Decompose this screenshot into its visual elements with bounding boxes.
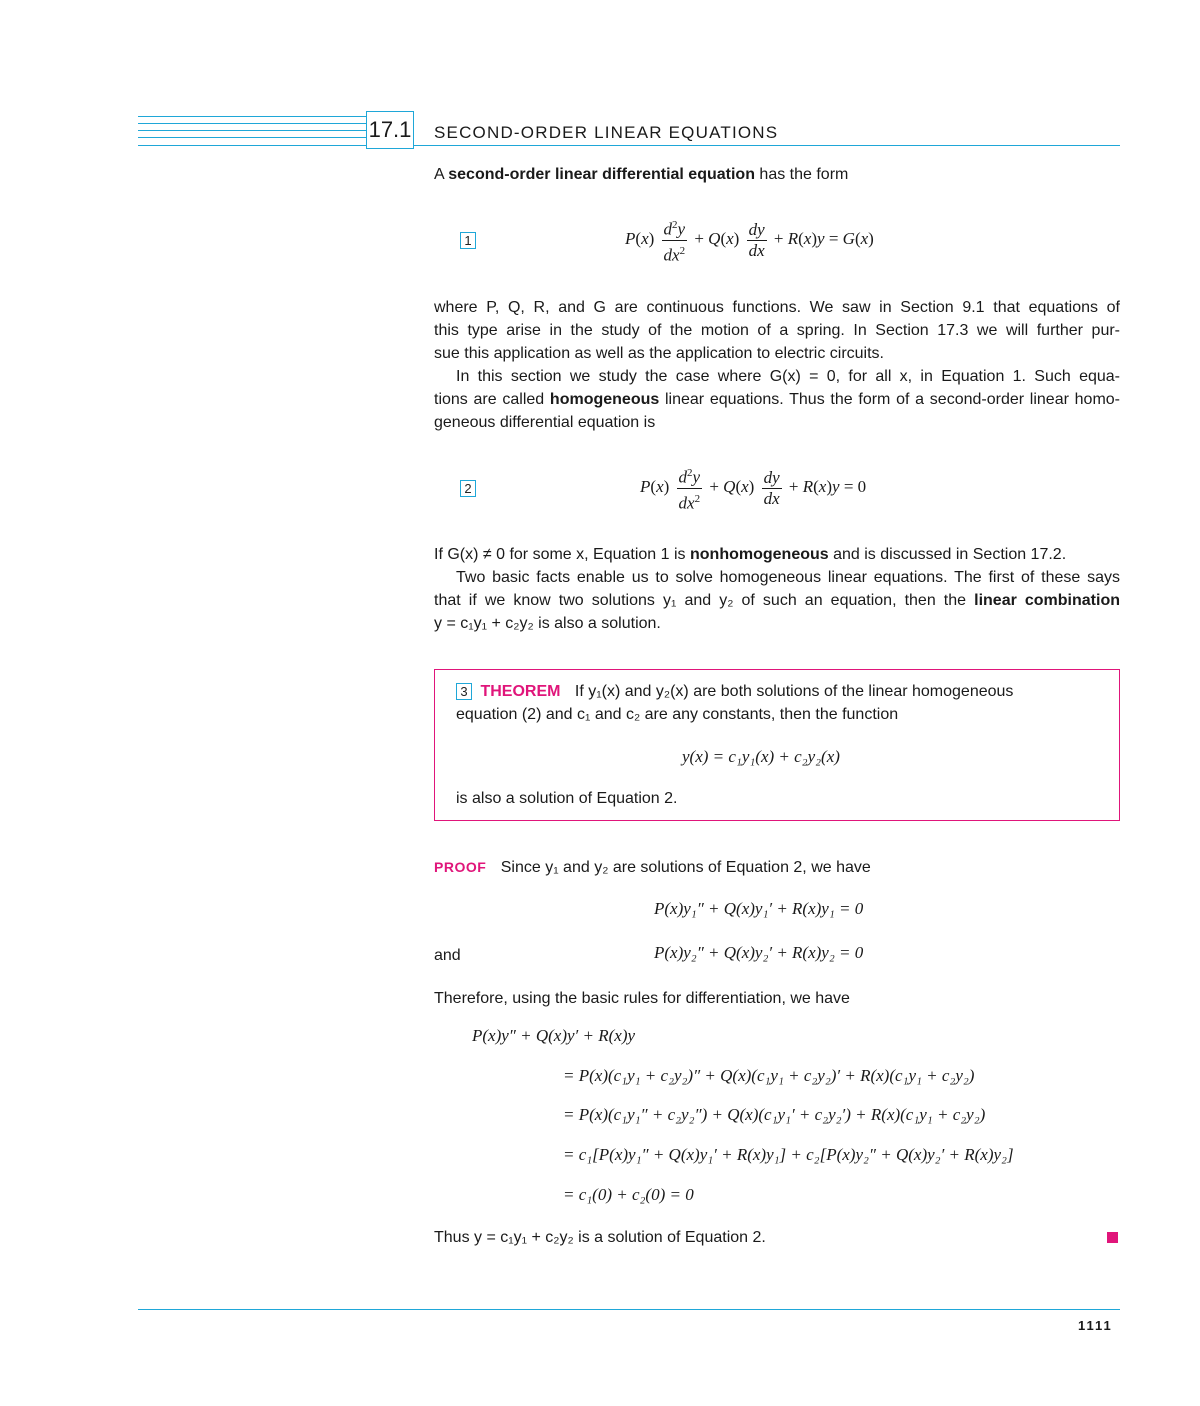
theorem-text: 3 THEOREM If y₁(x) and y₂(x) are both solutions of the linear homogeneous equation (2) and c₁ and c₂ are any constants, then the function	[456, 683, 1014, 723]
section-title: SECOND-ORDER LINEAR EQUATIONS	[434, 123, 779, 142]
proof-step-3: = c₁[P(x)y₁″ + Q(x)y₁′ + R(x)y₁] + c₂[P(x)y₂″ + Q(x)y₂′ + R(x)y₂]	[563, 1145, 1014, 1164]
theorem-label-number: 3	[456, 683, 472, 700]
section-number-box	[366, 111, 414, 149]
paragraph-continuous-functions: where P, Q, R, and G are continuous functions. We saw in Section 9.1 that equations of this type arise in the study of the motion of a spring. In Section 17.3 we will further pur- sue this application as well as the application to electric circuits.	[434, 299, 1120, 362]
proof-and: and	[434, 947, 461, 964]
theorem-formula: y(x) = c₁y₁(x) + c₂y₂(x)	[682, 747, 840, 766]
proof-therefore: Therefore, using the basic rules for differentiation, we have	[434, 990, 850, 1007]
proof-intro: PROOF Since y₁ and y₂ are solutions of Equation 2, we have	[434, 859, 871, 876]
footer-rule	[138, 1309, 1120, 1310]
section-number: 17.1	[368, 117, 412, 142]
header-rule-1	[138, 116, 366, 117]
proof-conclusion: Thus y = c₁y₁ + c₂y₂ is a solution of Equation 2.	[434, 1229, 766, 1246]
intro-paragraph: A second-order linear differential equation has the form	[434, 166, 849, 183]
proof-step-0: P(x)y″ + Q(x)y′ + R(x)y	[472, 1026, 636, 1045]
theorem-conclusion: is also a solution of Equation 2.	[456, 790, 678, 807]
paragraph-linear-combination: Two basic facts enable us to solve homogeneous linear equations. The first of these says that if we know two solutions y₁ and y₂ of such an equation, then the linear combination y = c₁y₁ + c₂y₂ is also a solution.	[434, 569, 1120, 632]
page-number: 1111	[1078, 1318, 1113, 1333]
header-rule-4	[138, 137, 366, 138]
proof-step-2: = P(x)(c₁y₁″ + c₂y₂″) + Q(x)(c₁y₁′ + c₂y₂′) + R(x)(c₁y₁ + c₂y₂)	[563, 1105, 986, 1124]
proof-step-1: = P(x)(c₁y₁ + c₂y₂)″ + Q(x)(c₁y₁ + c₂y₂)′ + R(x)(c₁y₁ + c₂y₂)	[563, 1066, 975, 1085]
header-rule-2	[138, 123, 366, 124]
paragraph-homogeneous: In this section we study the case where G(x) = 0, for all x, in Equation 1. Such equa- tions are called homogeneous linear equations. Thus the form of a second-order linear homo- geneous differential equation is	[434, 368, 1121, 431]
proof-equation-b: P(x)y₂″ + Q(x)y₂′ + R(x)y₂ = 0	[654, 943, 864, 962]
theorem-label: THEOREM	[480, 683, 561, 700]
proof-label: PROOF	[434, 859, 487, 875]
equation-2: P(x) $\frac{d^2y}{dx^2}$ + Q(x) $\frac{dy}{dx}$ + R(x)y = 0	[640, 463, 866, 513]
header-rule-3	[138, 130, 366, 131]
equation-2-label: 2	[460, 480, 476, 498]
equation-1-label: 1	[460, 232, 476, 250]
proof-equation-a: P(x)y₁″ + Q(x)y₁′ + R(x)y₁ = 0	[654, 899, 864, 918]
header-rule-main	[138, 145, 1120, 146]
proof-step-4: = c₁(0) + c₂(0) = 0	[563, 1185, 694, 1204]
equation-1: P(x) $\frac{d^2y}{dx^2}$ + Q(x) $\frac{dy}{dx}$ + R(x)y = G(x)	[625, 215, 874, 265]
end-of-proof-square	[1107, 1232, 1118, 1243]
paragraph-nonhomogeneous: If G(x) ≠ 0 for some x, Equation 1 is nonhomogeneous and is discussed in Section 17.2.	[434, 546, 1067, 563]
